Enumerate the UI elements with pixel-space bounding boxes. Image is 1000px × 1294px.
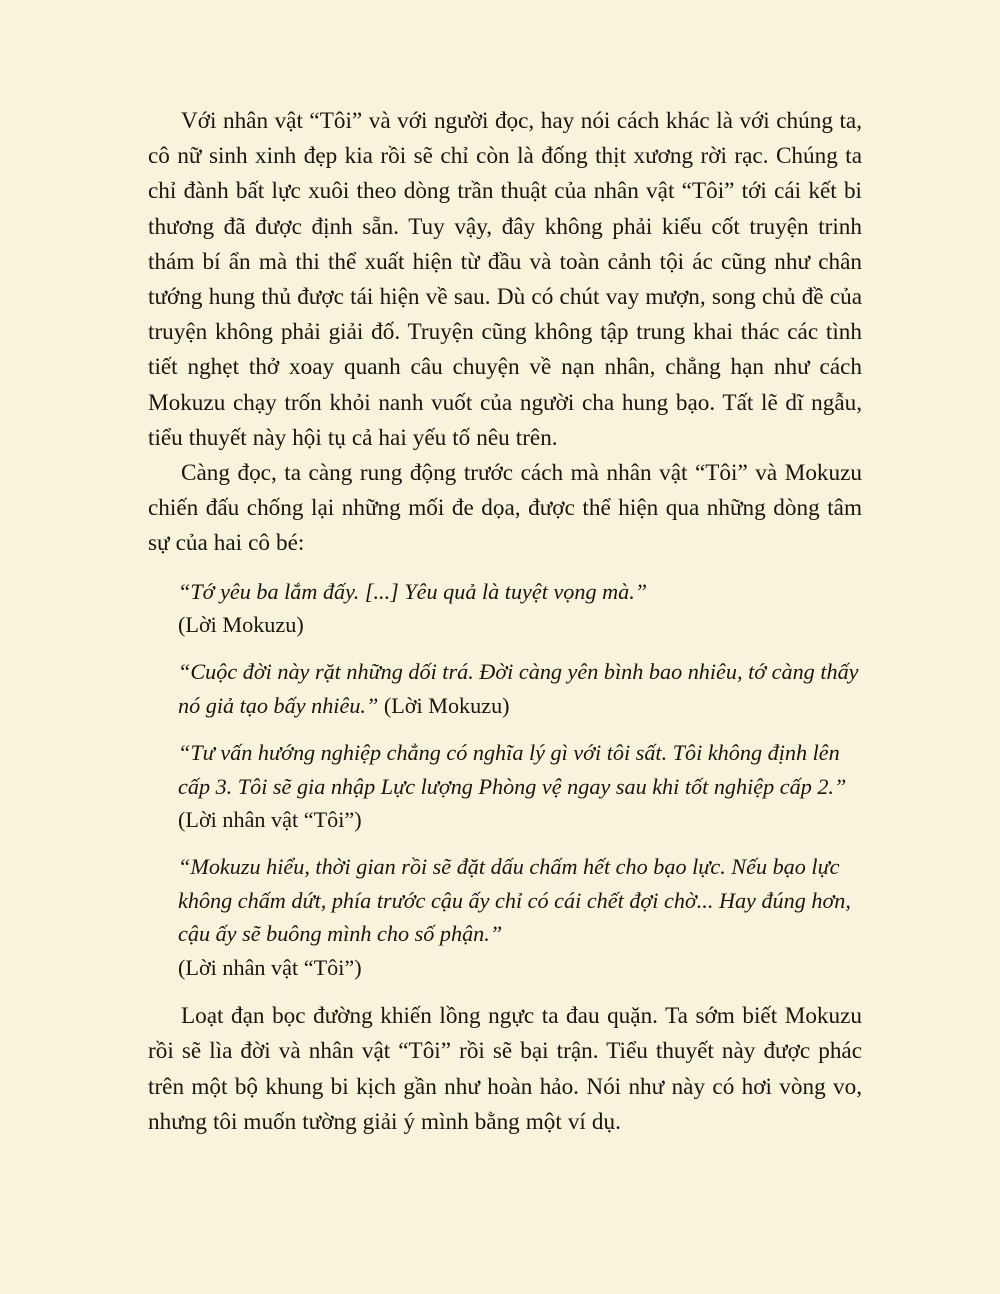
- quote-block-3: [148, 736, 862, 836]
- paragraph-2: Càng đọc, ta càng rung động trước cách mà nhân vật “Tôi” và Mokuzu chiến đấu chống lại những mối đe dọa, được thể hiện qua những dòng tâm sự của hai cô bé:: [148, 460, 862, 557]
- paragraph-3: Loạt đạn bọc đường khiến lồng ngực ta đau quặn. Ta sớm biết Mokuzu rồi sẽ lìa đời và nhân vật “Tôi” rồi sẽ bại trận. Tiểu thuyết này được phác trên một bộ khung bi kịch gần như hoàn hảo. Nói như này có hơi vòng vo, nhưng tôi muốn tường giải ý mình bằng một ví dụ.: [148, 1003, 862, 1135]
- quote-spacer-2: [148, 641, 862, 655]
- quote-attribution-3: (Lời nhân vật “Tôi”): [178, 807, 362, 833]
- quote-block-4: [148, 850, 862, 984]
- quote-text-3: “Tư vấn hướng nghiệp chẳng có nghĩa lý gì với tôi sất. Tôi không định lên cấp 3. Tôi sẽ gia nhập Lực lượng Phòng vệ ngay sau khi tốt nghiệp cấp 2.”: [178, 740, 847, 799]
- quote-spacer-4: [148, 836, 862, 850]
- quote-spacer-3: [148, 722, 862, 736]
- quote-attribution-4: (Lời nhân vật “Tôi”): [178, 954, 362, 980]
- quote-text-4: “Mokuzu hiểu, thời gian rồi sẽ đặt dấu chấm hết cho bạo lực. Nếu bạo lực không chấm dứt, phía trước cậu ấy chỉ có cái chết đợi chờ... Hay đúng hơn, cậu ấy sẽ buông mình cho số phận.”: [178, 854, 851, 947]
- paragraph-1: Với nhân vật “Tôi” và với người đọc, hay nói cách khác là với chúng ta, cô nữ sinh xinh đẹp kia rồi sẽ chỉ còn là đống thịt xương rời rạc. Chúng ta chỉ đành bất lực xuôi theo dòng trần thuật của nhân vật “Tôi” tới cái kết bi thương đã được định sẵn. Tuy vậy, đây không phải kiểu cốt truyện trinh thám bí ẩn mà thi thể xuất hiện từ đầu và toàn cảnh tội ác cũng như chân tướng hung thủ được tái hiện về sau. Dù có chút vay mượn, song chủ đề của truyện không phải giải đố. Truyện cũng không tập trung khai thác các tình tiết nghẹt thở xoay quanh câu chuyện về nạn nhân, chẳng hạn như cách Mokuzu chạy trốn khỏi nanh vuốt của người cha hung bạo. Tất lẽ dĩ ngẫu, tiểu thuyết này hội tụ cả hai yếu tố nêu trên.: [148, 108, 862, 451]
- text-column: [148, 104, 862, 1140]
- quote-attribution-2: (Lời Mokuzu): [378, 692, 510, 718]
- quote-attribution-1: (Lời Mokuzu): [178, 612, 304, 638]
- quote-block-1: [148, 575, 862, 642]
- quote-block-2: [148, 655, 862, 722]
- quote-spacer-5: [148, 984, 862, 999]
- quote-text-1: “Tớ yêu ba lắm đấy. [...] Yêu quả là tuyệt vọng mà.”: [178, 578, 648, 604]
- quote-text-2: “Cuộc đời này rặt những dối trá. Đời càng yên bình bao nhiêu, tớ càng thấy nó giả tạo bấy nhiêu.”: [178, 659, 859, 718]
- quote-spacer-1: [148, 562, 862, 575]
